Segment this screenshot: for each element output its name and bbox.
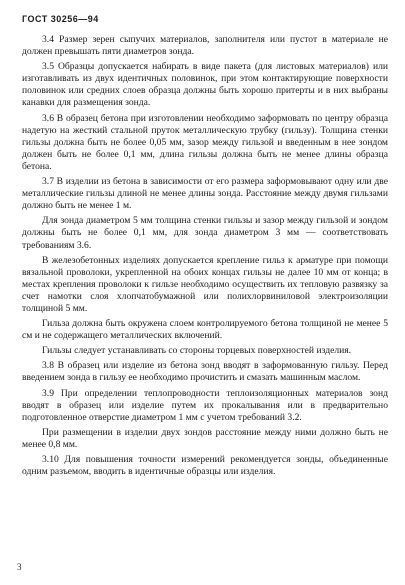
paragraph-3-4: 3.4 Размер зерен сыпучих материалов, заполнителя или пустот в материале не должен превышать пяти диаметров зонда. [22,34,388,58]
paragraph-3-8: 3.8 В образец или изделие из бетона зонд вводят в заформованную гильзу. Перед введением зонда в гильзу ее необходимо прочистить и смазать машинным маслом. [22,360,388,384]
paragraph-reinforced-concrete: В железобетонных изделиях допускается крепление гильз к арматуре при помощи вязальной проволоки, укрепленной на обоих концах гильзы не далее 10 мм от конца; в местах крепления проволоки к гильзе необходимо осуществить их тепловую развязку за счет намотки слоя хлопчатобумажной или полихлорвиниловой электроизоляции толщиной 5 мм. [22,254,388,314]
paragraph-probe-5mm: Для зонда диаметром 5 мм толщина стенки гильзы и зазор между гильзой и зондом должны быть не более 0,1 мм, для зонда диаметром 3 мм — соответствовать требованиям 3.6. [22,215,388,251]
page-number: 3 [17,562,22,572]
document-header: ГОСТ 30256—94 [22,14,99,24]
paragraph-3-10: 3.10 Для повышения точности измерений рекомендуется зонды, объединенные одним разъемом, вводить в идентичные образцы или изделия. [22,454,388,478]
paragraph-3-5: 3.5 Образцы допускается набирать в виде пакета (для листовых материалов) или изготавливать из двух идентичных половинок, при этом контактирующие поверхности половинок или средних слоев образца должны быть хорошо притерты и в них выбраны канавки для размещения зонда. [22,61,388,109]
paragraph-3-6: 3.6 В образец бетона при изготовлении необходимо заформовать по центру образца надетую на жесткий стальной пруток металлическую трубку (гильзу). Толщина стенки гильзы должна быть не более 0,05 мм, зазор между гильзой и введенным в нее зондом должен быть не более 0,1 мм, длина гильзы должна быть не менее длины образца бетона. [22,112,388,172]
paragraph-sleeve-install: Гильзы следует устанавливать со стороны торцевых поверхностей изделия. [42,345,352,357]
paragraph-two-probes: При размещении в изделии двух зондов расстояние между ними должно быть не менее 0,8 мм. [22,426,388,450]
paragraph-sleeve-surround: Гильза должна быть окружена слоем контролируемого бетона толщиной не менее 5 см и не содержащего металлических включений. [22,318,388,342]
paragraph-3-7: 3.7 В изделии из бетона в зависимости от его размера заформовывают одну или две металлические гильзы длиной не менее длины зонда. Расстояние между двумя гильзами должно быть не менее 1 м. [22,176,388,212]
paragraph-3-9: 3.9 При определении теплопроводности теплоизоляционных материалов зонд вводят в образец или изделие путем их прокалывания или в предварительно подготовленное отверстие диаметром 1 мм с учетом требований 3.2. [22,387,388,423]
